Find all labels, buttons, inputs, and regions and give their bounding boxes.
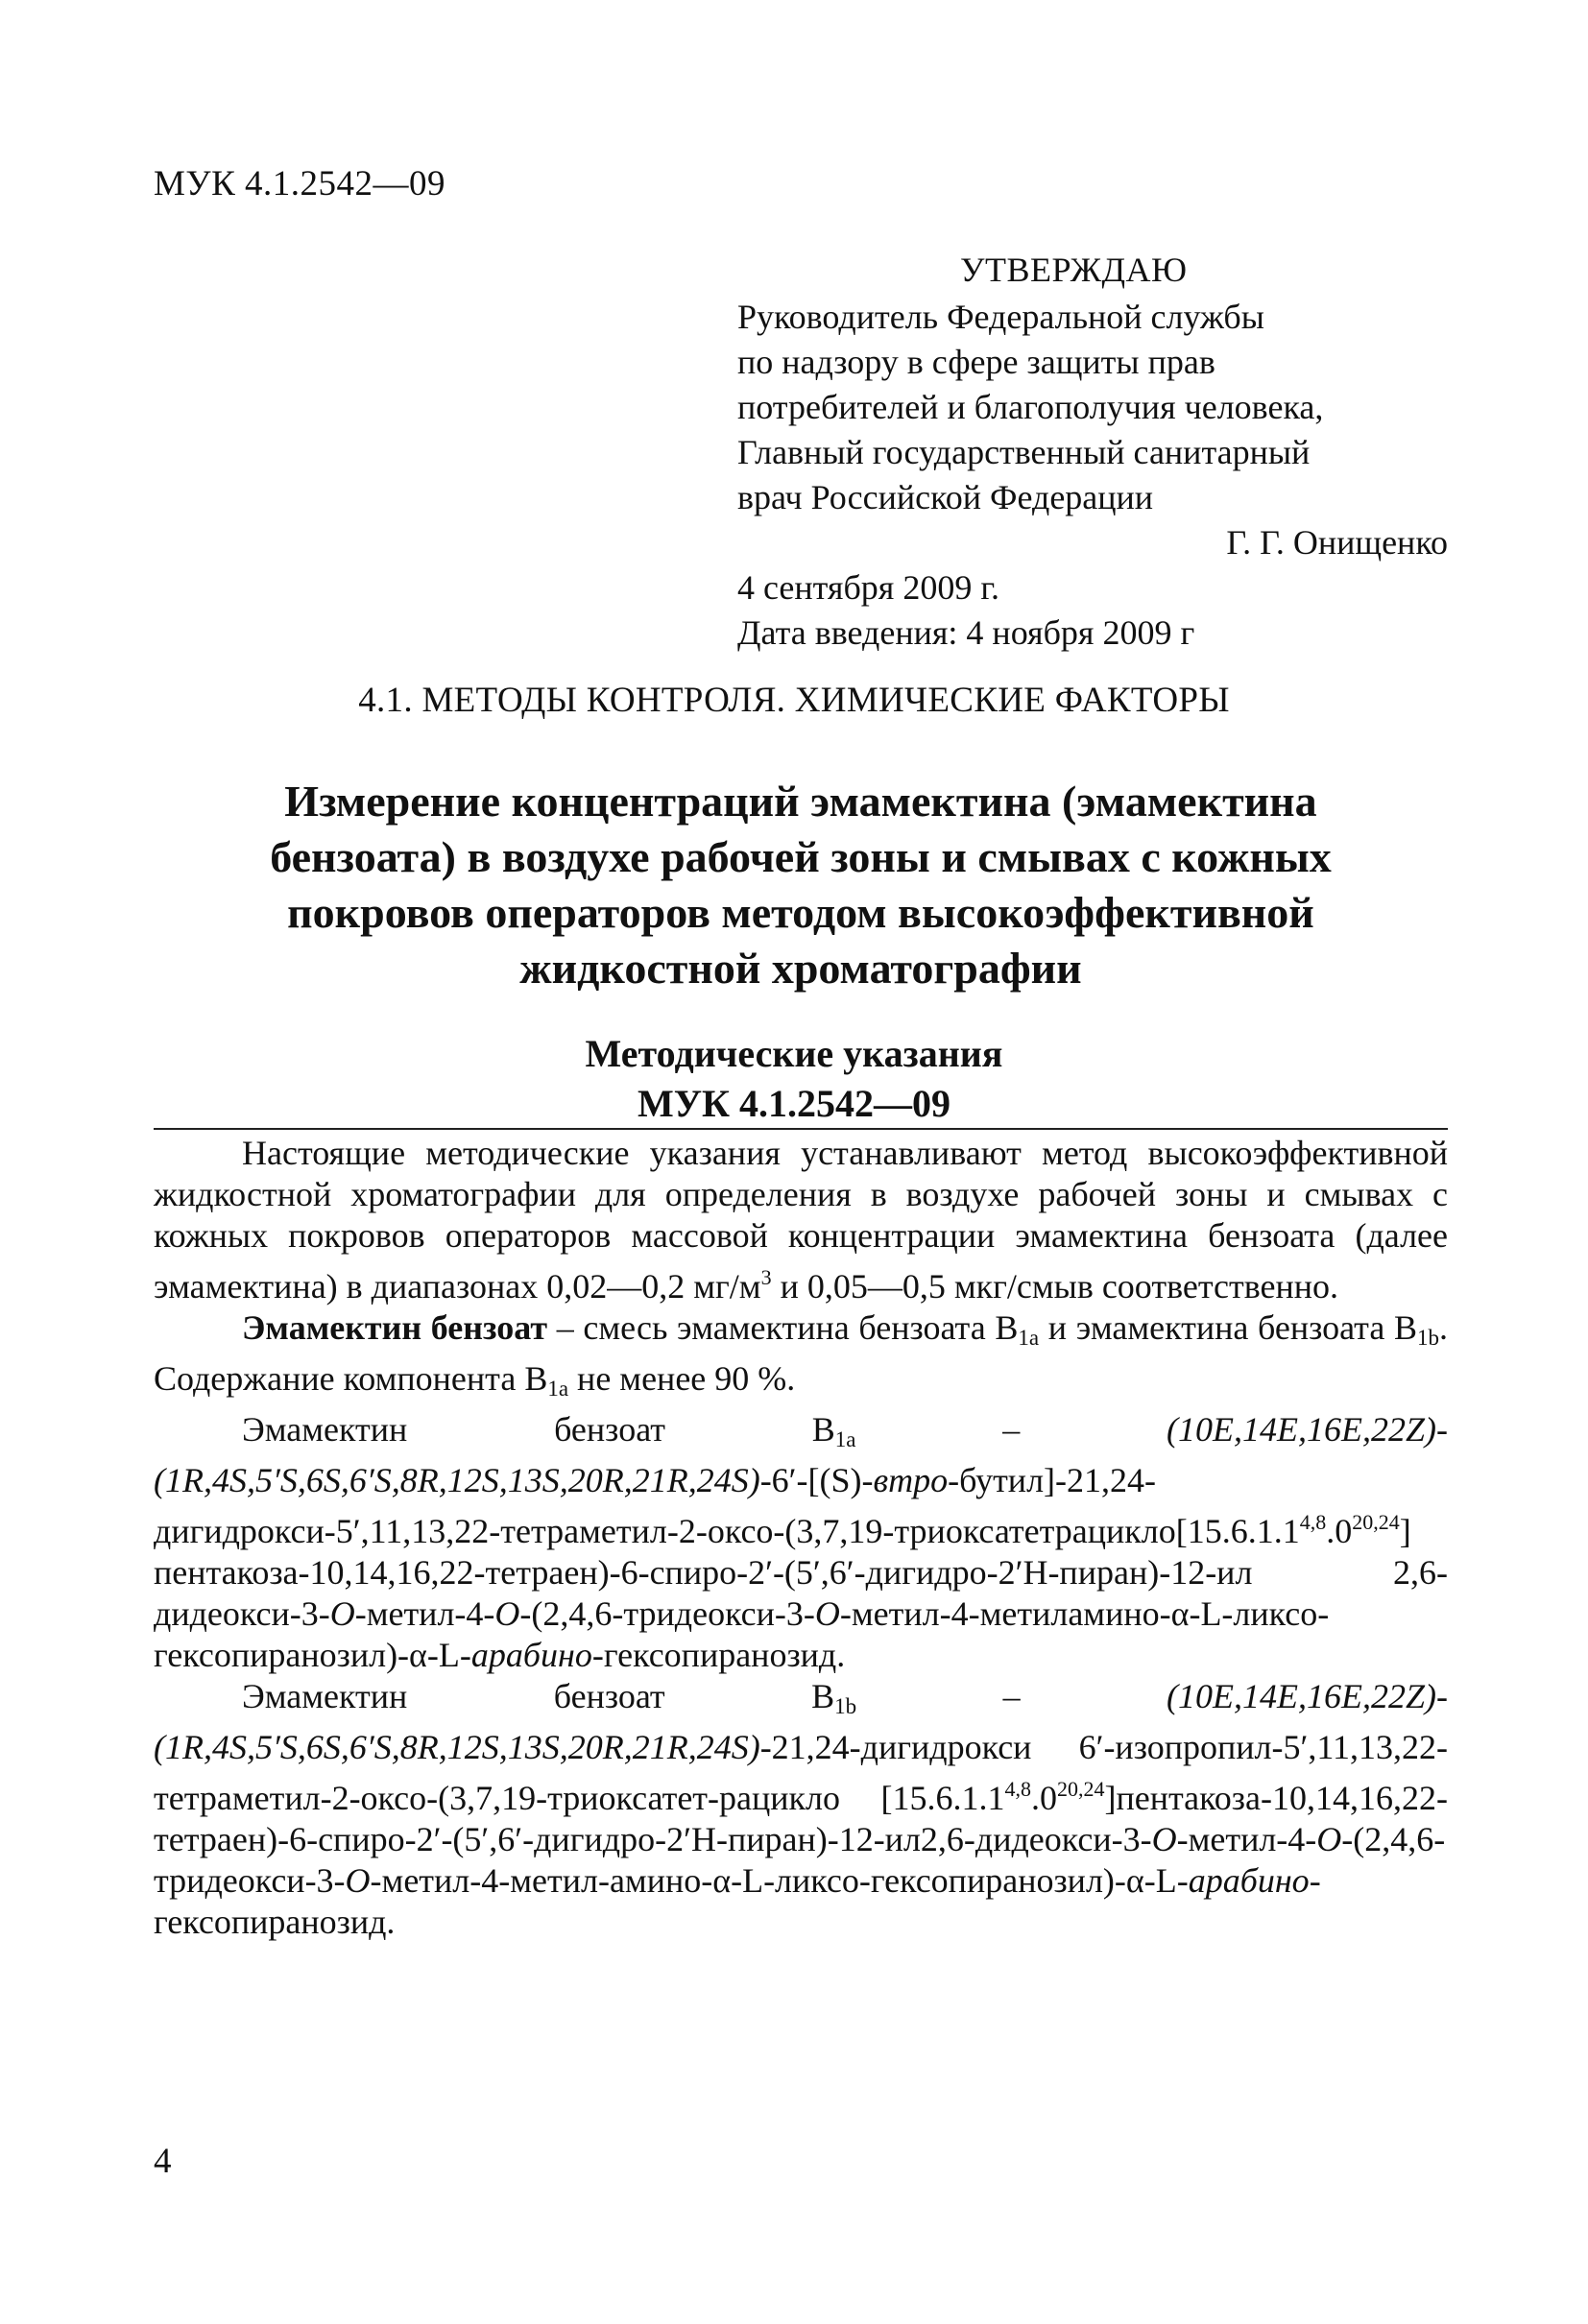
approval-date: 4 сентября 2009 г. xyxy=(737,568,1000,607)
italic-text: арабино xyxy=(1188,1861,1310,1900)
paragraph-text: и эмамектина бензоата B xyxy=(1039,1308,1417,1347)
title-line: бензоата) в воздухе рабочей зоны и смывах с кожных xyxy=(270,832,1332,881)
paragraph-text: – xyxy=(855,1410,1167,1449)
italic-text: O xyxy=(345,1861,371,1900)
paragraph-text: ] пентакоза-10,14,16,22-тетраен)-6-спиро-2′-(5′,6′-дигидро-2′H-пиран)-12-ил 2,6-дидеокси-3- xyxy=(154,1512,1448,1633)
subscript: 1a xyxy=(547,1377,569,1401)
paragraph-text: ]пентакоза-10,14,16,22-тетраен)-6-спиро-2′-(5′,6′-дигидро-2′H-пиран)-12-ил2,6-дидеокси-3- xyxy=(154,1779,1448,1858)
paragraph-text: и 0,05—0,5 мкг/смыв соответственно. xyxy=(771,1267,1339,1306)
italic-text: O xyxy=(494,1594,520,1633)
title-line: Измерение концентраций эмамектина (эмамектина xyxy=(284,777,1317,826)
subscript: 1b xyxy=(1417,1326,1439,1350)
title-line: жидкостной хроматографии xyxy=(519,944,1082,993)
paragraph-text: -21,24-дигидрокси 6′-изопропил-5′,11,13,22-тетраметил-2-оксо-(3,7,19-триоксатет-рацикло [15.6.1.1 xyxy=(154,1728,1448,1817)
italic-text: арабино xyxy=(470,1636,592,1674)
paragraph-text: -гексопиранозид. xyxy=(154,1861,1321,1941)
superscript: 3 xyxy=(760,1265,772,1289)
term: Эмамектин бензоат xyxy=(242,1308,548,1347)
paragraph-definition xyxy=(154,1307,1448,1409)
paragraph-text: .0 xyxy=(1031,1779,1057,1817)
paragraph-text: .0 xyxy=(1326,1512,1353,1550)
superscript: 20,24 xyxy=(1057,1777,1105,1801)
paragraph-text: -метил-4-метил-амино-α-L-ликсо-гексопиранозил)-α-L- xyxy=(370,1861,1189,1900)
paragraph-text: -метил-4- xyxy=(354,1594,495,1633)
approval-heading: УТВЕРЖДАЮ xyxy=(960,251,1188,289)
paragraph-text: -метил-4- xyxy=(1176,1820,1317,1858)
italic-text: O xyxy=(1151,1820,1177,1858)
subscript: 1b xyxy=(834,1694,857,1718)
paragraph-text: -(2,4,6-тридеокси-3- xyxy=(519,1594,815,1633)
paragraph-text: -метил-4-метиламино-α-L-ликсо-гексопиранозил)-α-L- xyxy=(154,1594,1330,1674)
paragraph-text: Эмамектин бензоат B xyxy=(242,1410,835,1449)
approval-block xyxy=(737,248,1448,656)
paragraph-text: – xyxy=(856,1677,1167,1715)
paragraph-text: -(2,4,6-тридеокси-3- xyxy=(154,1820,1446,1900)
body-text xyxy=(154,1133,1448,1943)
horizontal-rule xyxy=(154,1128,1448,1130)
subscript: 1a xyxy=(834,1427,856,1451)
italic-text: втро xyxy=(873,1461,949,1499)
italic-text: (10E,14E,16E,22Z)-(1R,4S,5′S,6S,6′S,8R,12S,13S,20R,21R,24S) xyxy=(154,1410,1448,1499)
paragraph-text: не менее 90 %. xyxy=(568,1359,796,1398)
page-number: 4 xyxy=(154,2142,172,2181)
paragraph-text: . Содержание компонента B xyxy=(154,1308,1448,1398)
guidelines-label: Методические указания xyxy=(585,1032,1003,1075)
approval-line: Главный государственный санитарный xyxy=(737,433,1311,471)
subscript: 1a xyxy=(1018,1326,1040,1350)
paragraph-text: – смесь эмамектина бензоата B xyxy=(547,1308,1019,1347)
paragraph-text: -6′-[(S)- xyxy=(759,1461,874,1499)
approval-line: по надзору в сфере защиты прав xyxy=(737,343,1215,381)
superscript: 20,24 xyxy=(1352,1510,1400,1534)
italic-text: O xyxy=(814,1594,840,1633)
superscript: 4,8 xyxy=(1299,1510,1327,1534)
italic-text: O xyxy=(1316,1820,1342,1858)
paragraph-text: Эмамектин бензоат B xyxy=(242,1677,835,1715)
paragraph-text: -бутил]-21,24-дигидрокси-5′,11,13,22-тетраметил-2-оксо-(3,7,19-триоксатетрацикло[15.6.1.1 xyxy=(154,1461,1300,1550)
title-line: покровов операторов методом высокоэффективной xyxy=(287,888,1314,937)
document-code: МУК 4.1.2542—09 xyxy=(154,164,446,204)
effective-date: Дата введения: 4 ноября 2009 г xyxy=(737,613,1195,652)
paragraph-b1b xyxy=(154,1676,1448,1943)
paragraph-b1a xyxy=(154,1409,1448,1676)
italic-text: O xyxy=(329,1594,355,1633)
approval-line: Руководитель Федеральной службы xyxy=(737,298,1264,336)
paragraph-text: Настоящие методические указания устанавливают метод высокоэффективной жидкостной хроматографии для определения в воздухе рабочей зоны и смывах с кожных покровов операторов массовой концентрации эмамектина бензоата (далее эмамектина) в диапазонах 0,02—0,2 мг/м xyxy=(154,1134,1448,1306)
document-title xyxy=(154,774,1448,996)
paragraph-text: -гексопиранозид. xyxy=(591,1636,846,1674)
section-heading: 4.1. МЕТОДЫ КОНТРОЛЯ. ХИМИЧЕСКИЕ ФАКТОРЫ xyxy=(358,681,1230,720)
approval-line: потребителей и благополучия человека, xyxy=(737,388,1324,426)
superscript: 4,8 xyxy=(1004,1777,1031,1801)
italic-text: (10E,14E,16E,22Z)-(1R,4S,5′S,6S,6′S,8R,12S,13S,20R,21R,24S) xyxy=(154,1677,1448,1766)
approval-signer: Г. Г. Онищенко xyxy=(1226,523,1448,562)
paragraph-scope xyxy=(154,1133,1448,1307)
guidelines-code: МУК 4.1.2542—09 xyxy=(637,1082,951,1125)
guidelines-heading xyxy=(0,1029,1588,1129)
approval-line: врач Российской Федерации xyxy=(737,478,1154,516)
